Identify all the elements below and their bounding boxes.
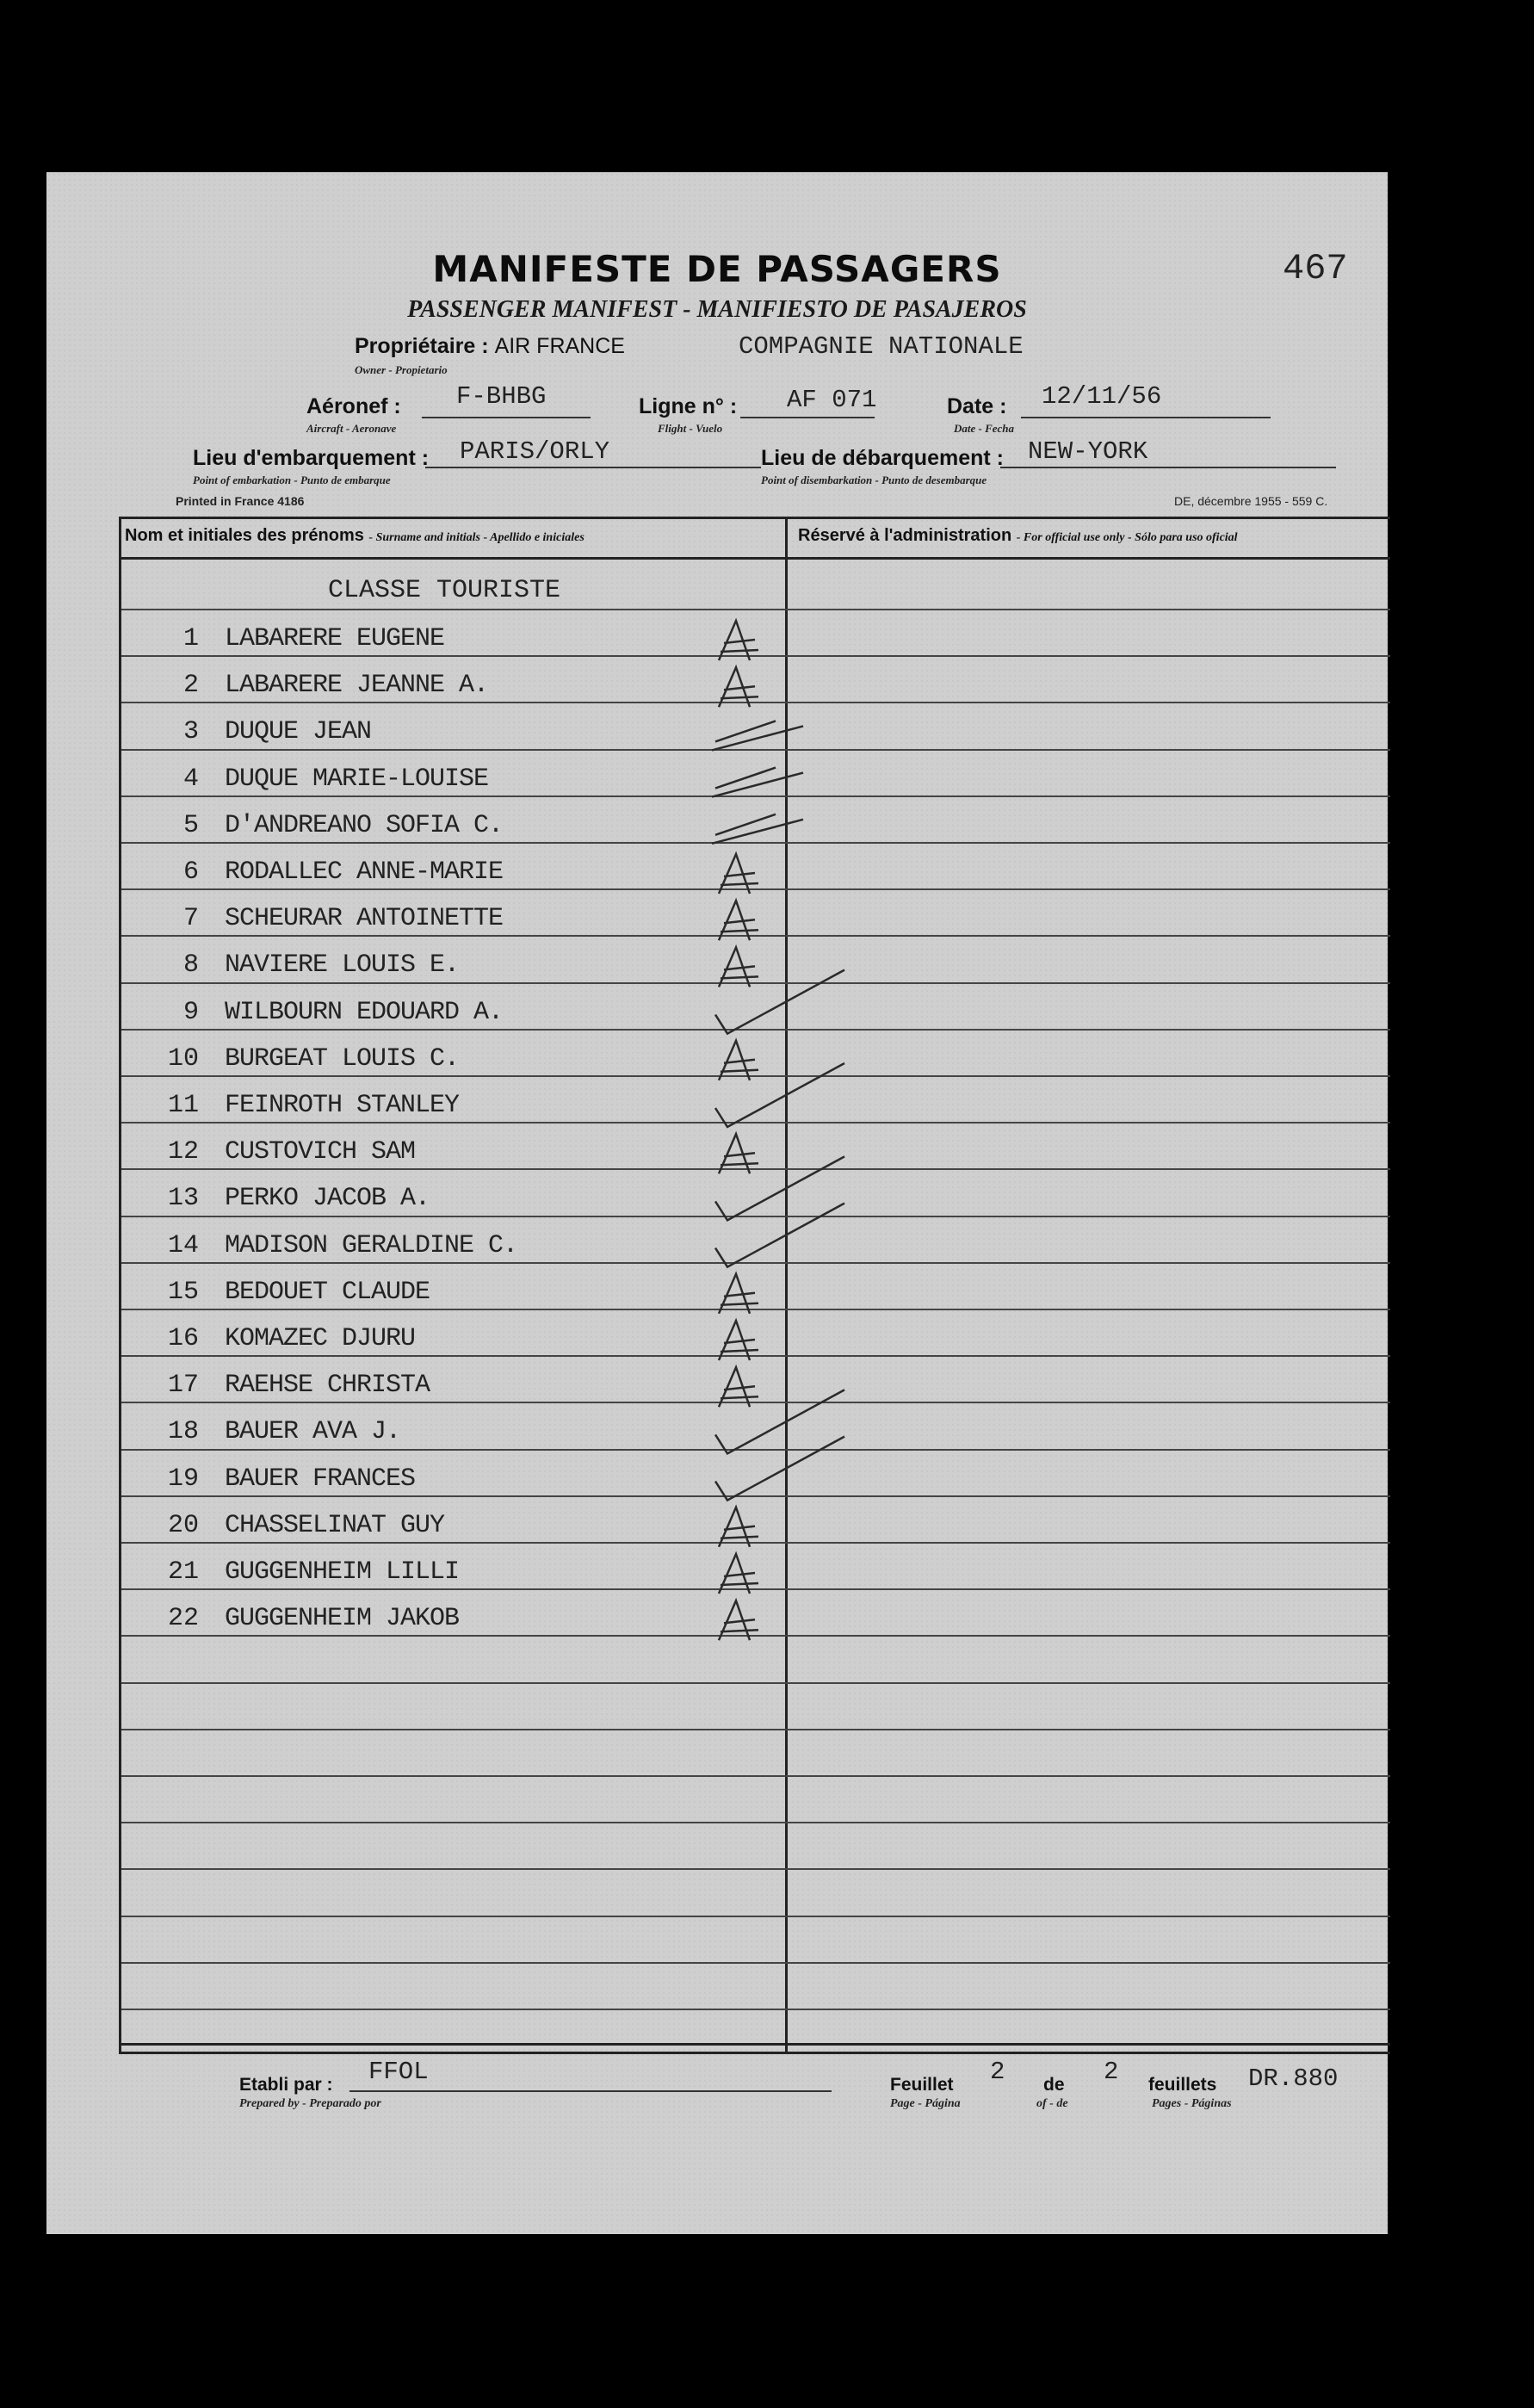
official-mark bbox=[719, 1274, 758, 1314]
passenger-number: 14 bbox=[167, 1230, 199, 1260]
mark-stroke bbox=[715, 970, 844, 1034]
flight-label: Ligne n° : bbox=[639, 394, 738, 418]
official-mark bbox=[715, 1156, 844, 1220]
class-label: CLASSE TOURISTE bbox=[328, 576, 561, 605]
passenger-name: LABARERE EUGENE bbox=[225, 624, 445, 653]
official-mark bbox=[719, 1321, 758, 1360]
prepared-sub: Prepared by - Preparado por bbox=[239, 2097, 381, 2110]
mark-stroke bbox=[719, 1554, 758, 1594]
passenger-number: 20 bbox=[167, 1510, 199, 1540]
flight-value: AF 071 bbox=[787, 386, 877, 414]
official-mark bbox=[719, 621, 758, 660]
printed-note: Printed in France 4186 bbox=[176, 494, 305, 508]
mark-stroke bbox=[719, 1321, 758, 1360]
passenger-number: 1 bbox=[182, 624, 199, 653]
mark-stroke bbox=[719, 621, 758, 660]
col2-header: Réservé à l'administration - For official use only - Sólo para uso oficial bbox=[798, 526, 1238, 545]
passenger-number: 15 bbox=[167, 1277, 199, 1307]
passenger-name: RAEHSE CHRISTA bbox=[225, 1371, 430, 1401]
passenger-number: 21 bbox=[167, 1557, 199, 1587]
mark-stroke bbox=[719, 901, 758, 940]
disembark-label: Lieu de débarquement : bbox=[761, 446, 1004, 470]
official-marks bbox=[121, 519, 1390, 2052]
of-value: 2 bbox=[1104, 2058, 1119, 2086]
aircraft-value: F-BHBG bbox=[456, 382, 547, 411]
passenger-name: LABARERE JEANNE A. bbox=[225, 671, 489, 701]
sheet-label: Feuillet bbox=[890, 2075, 954, 2095]
official-mark bbox=[719, 1507, 758, 1547]
prepared-label: Etabli par : bbox=[239, 2075, 333, 2095]
mark-stroke bbox=[719, 1367, 758, 1407]
official-mark bbox=[719, 1554, 758, 1594]
prepared-value: FFOL bbox=[368, 2058, 429, 2086]
embark-sub: Point of embarkation - Punto de embarque bbox=[193, 474, 391, 486]
passenger-name: MADISON GERALDINE C. bbox=[225, 1230, 518, 1260]
of-sub: of - de bbox=[1036, 2097, 1068, 2110]
passenger-name: PERKO JACOB A. bbox=[225, 1184, 430, 1214]
official-mark bbox=[715, 1390, 844, 1453]
official-mark bbox=[712, 721, 803, 750]
form-code: DE, décembre 1955 - 559 C. bbox=[1174, 494, 1328, 508]
embark-label: Lieu d'embarquement : bbox=[193, 446, 430, 470]
owner-printed: AIR FRANCE bbox=[494, 334, 625, 358]
official-mark bbox=[712, 814, 803, 844]
date-sub: Date - Fecha bbox=[954, 422, 1015, 435]
passenger-number: 7 bbox=[182, 904, 199, 934]
mark-stroke bbox=[712, 814, 803, 844]
embark-value: PARIS/ORLY bbox=[460, 437, 610, 466]
passenger-name: FEINROTH STANLEY bbox=[225, 1091, 460, 1120]
official-mark bbox=[719, 1134, 758, 1173]
mark-stroke bbox=[719, 667, 758, 707]
owner-sub: Owner - Propietario bbox=[355, 363, 448, 376]
mark-stroke bbox=[712, 721, 803, 750]
passenger-name: KOMAZEC DJURU bbox=[225, 1324, 416, 1353]
passenger-name: NAVIERE LOUIS E. bbox=[225, 950, 460, 981]
passenger-number: 6 bbox=[182, 857, 199, 887]
sheets-label: feuillets bbox=[1148, 2075, 1217, 2095]
mark-stroke bbox=[719, 1507, 758, 1547]
passenger-name: RODALLEC ANNE-MARIE bbox=[225, 857, 504, 887]
mark-stroke bbox=[719, 854, 758, 894]
passenger-name: D'ANDREANO SOFIA C. bbox=[225, 810, 504, 840]
mark-stroke bbox=[715, 1437, 844, 1501]
passenger-number: 2 bbox=[182, 671, 199, 701]
disembark-sub: Point of disembarkation - Punto de desembarque bbox=[761, 474, 987, 486]
passenger-number: 9 bbox=[182, 997, 199, 1027]
official-mark bbox=[715, 970, 844, 1034]
passenger-name: BAUER FRANCES bbox=[225, 1464, 416, 1494]
passenger-number: 18 bbox=[167, 1417, 199, 1447]
official-mark bbox=[712, 768, 803, 797]
of-label: de bbox=[1043, 2075, 1065, 2095]
mark-stroke bbox=[719, 947, 758, 987]
mark-stroke bbox=[715, 1390, 844, 1453]
passenger-number: 13 bbox=[167, 1184, 199, 1214]
passenger-name: CHASSELINAT GUY bbox=[225, 1510, 445, 1540]
official-mark bbox=[719, 667, 758, 707]
owner-typed: COMPAGNIE NATIONALE bbox=[739, 332, 1024, 361]
passenger-number: 5 bbox=[182, 810, 199, 840]
mark-stroke bbox=[712, 768, 803, 797]
passenger-name: DUQUE MARIE-LOUISE bbox=[225, 764, 489, 794]
mark-stroke bbox=[719, 1041, 758, 1080]
prepared-line bbox=[349, 2090, 832, 2092]
ref-code: DR.880 bbox=[1248, 2064, 1339, 2093]
passenger-number: 12 bbox=[167, 1137, 199, 1167]
official-mark bbox=[719, 1600, 758, 1640]
disembark-line bbox=[1000, 467, 1336, 468]
official-mark bbox=[719, 854, 758, 894]
aircraft-line bbox=[422, 417, 591, 418]
manifest-subtitle: PASSENGER MANIFEST - MANIFIESTO DE PASAJEROS bbox=[407, 296, 1027, 323]
passenger-name: DUQUE JEAN bbox=[225, 717, 372, 747]
passenger-number: 10 bbox=[167, 1043, 199, 1074]
passenger-number: 4 bbox=[182, 764, 199, 794]
sheet-value: 2 bbox=[990, 2058, 1005, 2086]
official-mark bbox=[719, 947, 758, 987]
page-number: 467 bbox=[1283, 248, 1348, 289]
passenger-number: 11 bbox=[167, 1091, 199, 1120]
embark-line bbox=[425, 467, 761, 468]
passenger-name: BEDOUET CLAUDE bbox=[225, 1277, 430, 1307]
manifest-sheet bbox=[46, 172, 1388, 2234]
mark-stroke bbox=[715, 1063, 844, 1127]
date-line bbox=[1021, 417, 1271, 418]
flight-line bbox=[740, 417, 875, 418]
passenger-number: 19 bbox=[167, 1464, 199, 1494]
mark-stroke bbox=[719, 1134, 758, 1173]
official-mark bbox=[715, 1437, 844, 1501]
passenger-number: 16 bbox=[167, 1324, 199, 1353]
official-mark bbox=[719, 1367, 758, 1407]
passenger-number: 22 bbox=[167, 1604, 199, 1634]
passenger-name: BAUER AVA J. bbox=[225, 1417, 401, 1447]
manifest-title: MANIFESTE DE PASSAGERS bbox=[432, 248, 1002, 290]
passenger-name: GUGGENHEIM JAKOB bbox=[225, 1604, 460, 1634]
official-mark bbox=[715, 1063, 844, 1127]
date-value: 12/11/56 bbox=[1042, 382, 1162, 411]
passenger-name: GUGGENHEIM LILLI bbox=[225, 1557, 460, 1587]
aircraft-sub: Aircraft - Aeronave bbox=[306, 422, 397, 435]
sheets-sub: Pages - Páginas bbox=[1152, 2097, 1232, 2110]
mark-stroke bbox=[719, 1600, 758, 1640]
official-mark bbox=[719, 901, 758, 940]
col1-header: Nom et initiales des prénoms - Surname and initials - Apellido e iniciales bbox=[125, 526, 585, 545]
mark-stroke bbox=[715, 1156, 844, 1220]
passenger-number: 8 bbox=[182, 950, 199, 981]
owner-row bbox=[355, 334, 625, 359]
mark-stroke bbox=[719, 1274, 758, 1314]
passenger-name: CUSTOVICH SAM bbox=[225, 1137, 416, 1167]
passenger-name: BURGEAT LOUIS C. bbox=[225, 1043, 460, 1074]
passenger-number: 17 bbox=[167, 1371, 199, 1401]
official-mark bbox=[719, 1041, 758, 1080]
passenger-number: 3 bbox=[182, 717, 199, 747]
official-mark bbox=[715, 1204, 844, 1267]
owner-label: Propriétaire : bbox=[355, 334, 489, 358]
aircraft-label: Aéronef : bbox=[306, 394, 401, 418]
flight-sub: Flight - Vuelo bbox=[658, 422, 723, 435]
sheet-sub: Page - Página bbox=[890, 2097, 961, 2110]
passenger-table bbox=[119, 517, 1390, 2054]
date-label: Date : bbox=[947, 394, 1007, 418]
disembark-value: NEW-YORK bbox=[1028, 437, 1148, 466]
passenger-name: SCHEURAR ANTOINETTE bbox=[225, 904, 504, 934]
passenger-name: WILBOURN EDOUARD A. bbox=[225, 997, 504, 1027]
mark-stroke bbox=[715, 1204, 844, 1267]
